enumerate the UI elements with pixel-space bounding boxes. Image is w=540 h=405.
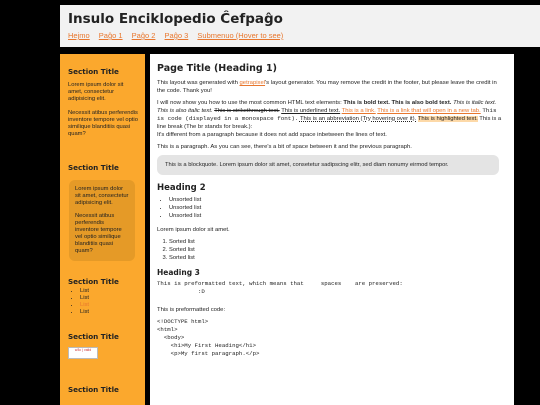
preformatted-text: This is preformatted text, which means that spaces are preserved: :D bbox=[157, 280, 403, 295]
header-panel bbox=[60, 5, 540, 47]
sidebar bbox=[60, 54, 145, 405]
heading-2: Heading 2 bbox=[157, 183, 206, 193]
sidebar-list-link[interactable]: List bbox=[80, 302, 90, 308]
sidebar-callout-box bbox=[69, 180, 135, 261]
paragraph: This is a paragraph. As you can see, there's a bit of space between it and the previous paragraph. bbox=[157, 144, 412, 150]
italic-text: This is italic text. This is also italic text. bbox=[157, 100, 497, 114]
example-link[interactable]: This is a link. bbox=[341, 108, 376, 114]
unordered-list bbox=[157, 196, 514, 220]
nav-link-page-2[interactable]: Paĝo 2 bbox=[131, 31, 156, 40]
site-title: Insulo Enciklopedio Ĉefpaĝo bbox=[68, 11, 283, 27]
sidebar-section-title: Section Title bbox=[68, 277, 119, 286]
nav-link-submenu[interactable]: Submenuo (Hover to see) bbox=[197, 31, 284, 40]
ordered-list bbox=[157, 238, 514, 262]
nav-link-page-1[interactable]: Paĝo 1 bbox=[98, 31, 123, 40]
generator-credit-link[interactable]: getrapixel bbox=[239, 80, 266, 86]
sidebar-section-title: Section Title bbox=[68, 332, 119, 341]
strikethrough-text: This is strikethrough text. bbox=[214, 108, 280, 114]
blockquote: This is a blockquote. Lorem ipsum dolor sit amet, consetetur sadipscing elitr, sed diam nonumy eirmod tempor. bbox=[157, 155, 499, 175]
list-item: • List bbox=[80, 309, 145, 316]
list-item: • Unsorted list bbox=[169, 212, 514, 220]
sidebar-text: Lorem ipsum dolor sit amet, consectetur adipisicing elit. bbox=[75, 186, 129, 206]
heading-3: Heading 3 bbox=[157, 268, 200, 277]
bold-text: This is bold text. This is also bold text. bbox=[343, 100, 452, 106]
credit-paragraph: This layout was generated with getrapixel's layout generator. You may remove the credit in the footer, but please leave the credit in the code. Thank you! bbox=[157, 80, 497, 94]
sidebar-section-title: Section Title bbox=[68, 163, 119, 172]
nav-link-page-3[interactable]: Paĝo 3 bbox=[164, 31, 189, 40]
list-item: 3. Sorted list bbox=[169, 254, 514, 262]
page-title: Page Title (Heading 1) bbox=[157, 63, 277, 74]
preformatted-code: <!DOCTYPE html> <html> <body> <h1>My First Heading</h1> <p>My first paragraph.</p> bbox=[157, 318, 260, 357]
example-new-tab-link[interactable]: This is a link that will open in a new tab. bbox=[377, 108, 481, 114]
list-item: • List bbox=[80, 288, 145, 295]
main-nav bbox=[68, 31, 290, 40]
header bbox=[0, 0, 540, 47]
abbreviation-text[interactable]: This is an abbreviation (Try hovering over it). bbox=[299, 116, 417, 122]
sidebar-text: Lorem ipsum dolor sit amet, consectetur adipisicing elit. bbox=[68, 82, 124, 102]
highlighted-text: This is highlighted text. bbox=[417, 116, 478, 122]
list-item: 2. Sorted list bbox=[169, 246, 514, 254]
list-item: • Unsorted list bbox=[169, 204, 514, 212]
sidebar-section-title: Section Title bbox=[68, 385, 119, 394]
w3c-validation-badge[interactable]: w3c | valid bbox=[68, 347, 98, 359]
list-item[interactable] bbox=[80, 302, 145, 309]
list-item: • Unsorted list bbox=[169, 196, 514, 204]
paragraph: This is preformatted code: bbox=[157, 307, 226, 313]
sidebar-section-title: Section Title bbox=[68, 67, 119, 76]
main-content bbox=[150, 54, 514, 405]
sidebar-text: Necessit atibus perferendis inventore tempore vel optio similique blanditiis quasi quam? bbox=[68, 110, 138, 137]
list-item: 1. Sorted list bbox=[169, 238, 514, 246]
sidebar-text: Necessit atibus perferendis inventore tempore vel optio similique blanditiis quasi quam? bbox=[75, 213, 122, 254]
paragraph: Lorem ipsum dolor sit amet. bbox=[157, 227, 230, 233]
text-elements-paragraph: I will now show you how to use the most common HTML text elements: This is bold text. This is also bold text. This is italic text. This is also italic text. This is strikethrough text. This is underlined text. This is a link. This is a link that will open in a new tab. This is code (displayed in a monospace font). This is an abbreviation (Try hovering over it). This is highlighted text. This is a line break (The br stands for break.): It's different from a paragraph because it does not add space inbetween the lines of text. bbox=[157, 100, 502, 138]
sidebar-list bbox=[70, 288, 145, 316]
code-text: This is code (displayed in a monospace font). bbox=[157, 107, 497, 122]
list-item: • List bbox=[80, 295, 145, 302]
nav-link-home[interactable]: Hejmo bbox=[68, 31, 90, 40]
underlined-text: This is underlined text. bbox=[281, 108, 341, 114]
